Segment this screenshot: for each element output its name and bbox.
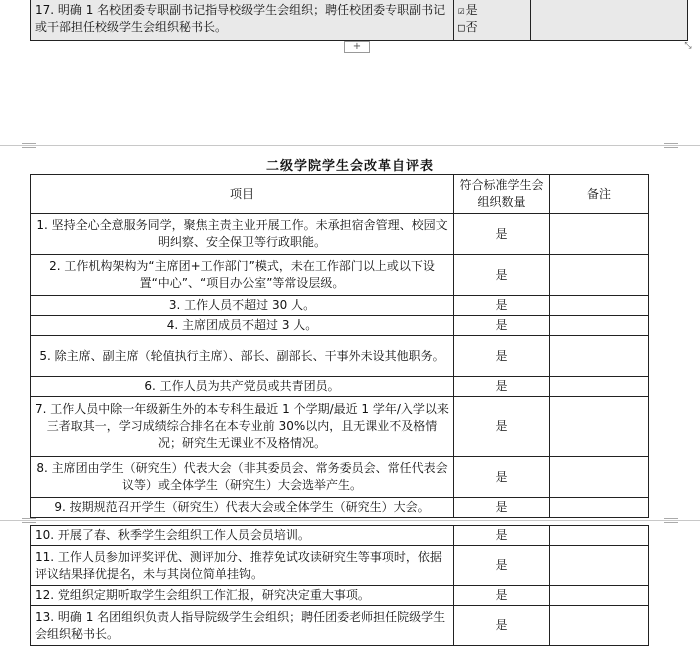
page-break xyxy=(0,520,700,521)
remark-cell[interactable] xyxy=(550,546,649,586)
table-row xyxy=(31,377,649,397)
unchecked-box-icon: □ xyxy=(458,20,465,34)
remark-cell[interactable] xyxy=(550,606,649,646)
self-evaluation-table-continued xyxy=(30,525,649,646)
remark-cell[interactable] xyxy=(531,0,688,41)
value-cell[interactable]: 是 xyxy=(454,377,550,397)
value-cell[interactable]: 是 xyxy=(454,296,550,316)
header-row xyxy=(31,175,649,214)
item-cell: 2. 工作机构架构为“主席团+工作部门”模式，未在工作部门以上或以下设置“中心”、“项目办公室”等常设层级。 xyxy=(31,255,454,296)
header-count: 符合标准学生会组织数量 xyxy=(454,175,550,214)
remark-cell[interactable] xyxy=(550,526,649,546)
remark-cell[interactable] xyxy=(550,336,649,377)
value-cell[interactable]: 是 xyxy=(454,606,550,646)
remark-cell[interactable] xyxy=(550,296,649,316)
item-cell: 4. 主席团成员不超过 3 人。 xyxy=(31,316,454,336)
item-cell: 17. 明确 1 名校团委专职副书记指导校级学生会组织；聘任校团委专职副书记或干部担任校级学生会组织秘书长。 xyxy=(31,0,454,41)
choice-no[interactable] xyxy=(458,19,526,36)
item-cell: 12. 党组织定期听取学生会组织工作汇报，研究决定重大事项。 xyxy=(31,586,454,606)
page-title: 二级学院学生会改革自评表 xyxy=(265,159,434,174)
item-cell: 5. 除主席、副主席（轮值执行主席）、部长、副部长、干事外未设其他职务。 xyxy=(31,336,454,377)
previous-page-table xyxy=(30,0,688,41)
table-row xyxy=(31,336,649,377)
choice-yes[interactable] xyxy=(458,2,526,19)
value-cell[interactable]: 是 xyxy=(454,457,550,498)
item-cell: 10. 开展了春、秋季学生会组织工作人员会员培训。 xyxy=(31,526,454,546)
value-cell[interactable]: 是 xyxy=(454,316,550,336)
page-corner-mark xyxy=(664,518,678,523)
table-row xyxy=(31,546,649,586)
table-row xyxy=(31,606,649,646)
add-row-button[interactable]: + xyxy=(344,41,370,53)
table-row xyxy=(31,255,649,296)
item-cell: 3. 工作人员不超过 30 人。 xyxy=(31,296,454,316)
table-row xyxy=(31,526,649,546)
page-corner-mark xyxy=(22,143,36,148)
remark-cell[interactable] xyxy=(550,586,649,606)
table-row xyxy=(31,498,649,518)
remark-cell[interactable] xyxy=(550,316,649,336)
choice-cell xyxy=(454,0,531,41)
item-cell: 9. 按期规范召开学生（研究生）代表大会或全体学生（研究生）大会。 xyxy=(31,498,454,518)
page-break xyxy=(0,145,700,146)
value-cell[interactable]: 是 xyxy=(454,336,550,377)
table-resize-icon[interactable]: ⤡ xyxy=(684,41,692,51)
value-cell[interactable]: 是 xyxy=(454,498,550,518)
value-cell[interactable]: 是 xyxy=(454,546,550,586)
value-cell[interactable]: 是 xyxy=(454,526,550,546)
value-cell[interactable]: 是 xyxy=(454,397,550,457)
self-evaluation-table xyxy=(30,174,649,518)
page-corner-mark xyxy=(22,518,36,523)
header-remark: 备注 xyxy=(550,175,649,214)
remark-cell[interactable] xyxy=(550,397,649,457)
table-row xyxy=(31,316,649,336)
value-cell[interactable]: 是 xyxy=(454,255,550,296)
remark-cell[interactable] xyxy=(550,377,649,397)
table-row xyxy=(31,214,649,255)
table-row xyxy=(31,397,649,457)
remark-cell[interactable] xyxy=(550,214,649,255)
item-cell: 7. 工作人员中除一年级新生外的本专科生最近 1 个学期/最近 1 学年/入学以来三者取其一，学习成绩综合排名在本专业前 30%以内，且无课业不及格情况；研究生无课业不及格情况。 xyxy=(31,397,454,457)
page-corner-mark xyxy=(664,143,678,148)
remark-cell[interactable] xyxy=(550,498,649,518)
item-cell: 6. 工作人员为共产党员或共青团员。 xyxy=(31,377,454,397)
item-cell: 11. 工作人员参加评奖评优、测评加分、推荐免试攻读研究生等事项时，依据评议结果择优提名，未与其岗位简单挂钩。 xyxy=(31,546,454,586)
choice-label: 是 xyxy=(465,2,478,17)
table-row xyxy=(31,586,649,606)
item-cell: 13. 明确 1 名团组织负责人指导院级学生会组织；聘任团委老师担任院级学生会组织秘书长。 xyxy=(31,606,454,646)
remark-cell[interactable] xyxy=(550,457,649,498)
choice-label: 否 xyxy=(465,19,478,34)
table-row xyxy=(31,0,688,41)
checked-box-icon: ☑ xyxy=(458,3,465,17)
value-cell[interactable]: 是 xyxy=(454,214,550,255)
item-cell: 8. 主席团由学生（研究生）代表大会（非其委员会、常务委员会、常任代表会议等）或全体学生（研究生）大会选举产生。 xyxy=(31,457,454,498)
value-cell[interactable]: 是 xyxy=(454,586,550,606)
header-item: 项目 xyxy=(31,175,454,214)
item-cell: 1. 坚持全心全意服务同学，聚焦主责主业开展工作。未承担宿舍管理、校园文明纠察、安全保卫等行政职能。 xyxy=(31,214,454,255)
table-row xyxy=(31,457,649,498)
table-row xyxy=(31,296,649,316)
remark-cell[interactable] xyxy=(550,255,649,296)
